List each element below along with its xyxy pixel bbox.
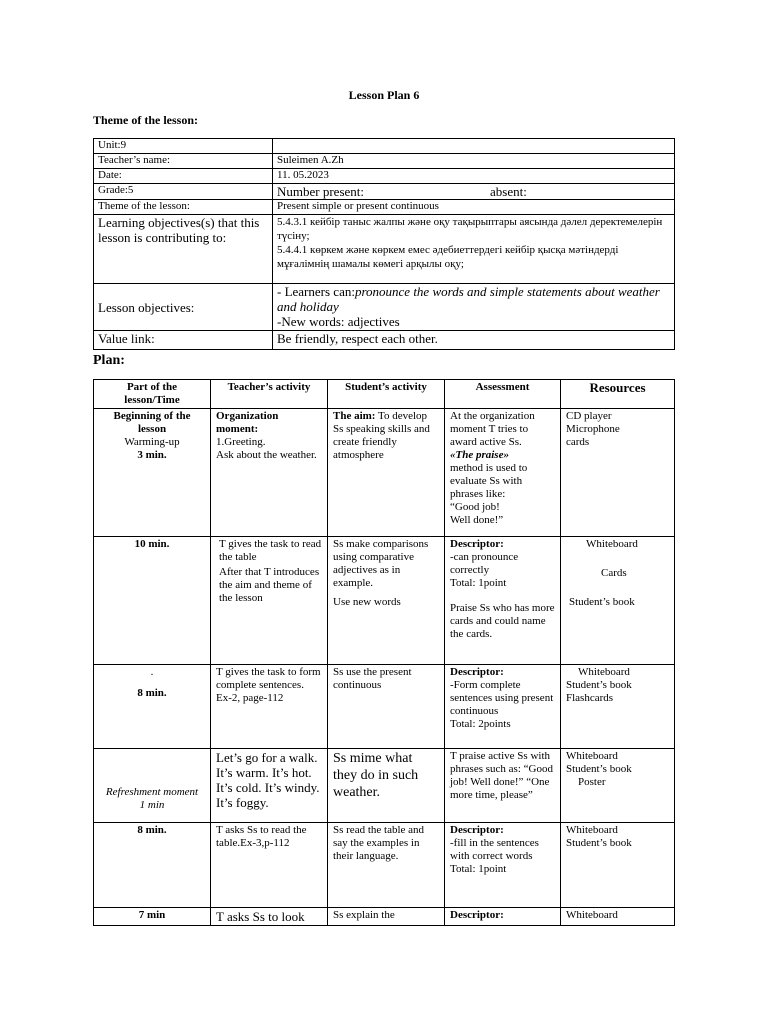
- info-row-grade: [94, 184, 675, 200]
- row2-res-3: Student’s book: [569, 596, 635, 608]
- row1-res-3: cards: [566, 436, 590, 448]
- row1-teacher-1: 1.Greeting.: [216, 436, 266, 448]
- teacher-label: Teacher’s name:: [94, 154, 273, 169]
- row2-assess-bold: Descriptor:: [450, 538, 504, 550]
- row3-assess-1: -Form complete sentences using present continuous: [450, 679, 554, 717]
- theme-value: Present simple or present continuous: [273, 200, 675, 215]
- info-row-teacher: [94, 154, 675, 169]
- row1-part-title: Beginning of the lesson: [113, 410, 191, 435]
- row4-refresh-time: 1 min: [139, 799, 165, 811]
- row4-teacher: Let’s go for a walk. It’s warm. It’s hot. It’s cold. It’s windy. It’s foggy.: [211, 749, 328, 823]
- row3-time: 8 min.: [137, 687, 167, 699]
- row2-student-1: Ss make comparisons using comparative adjectives as in example.: [333, 538, 429, 589]
- info-row-objectives: [94, 215, 675, 284]
- row2-teacher: [211, 537, 328, 665]
- row2-part: [94, 537, 211, 665]
- lesson-info-table: [93, 138, 675, 350]
- plan-row-3: [94, 665, 675, 749]
- absent-label: absent:: [490, 184, 527, 199]
- row6-resources: Whiteboard: [561, 908, 675, 926]
- row1-assess-bi: «The praise»: [450, 449, 509, 461]
- plan-header-row: [94, 380, 675, 409]
- row4-assessment: T praise active Ss with phrases such as: “Good job! Well done!” “One more time, please”: [445, 749, 561, 823]
- theme-heading: Theme of the lesson:: [93, 113, 198, 127]
- row5-res-2: Student’s book: [566, 837, 632, 849]
- plan-table: [93, 379, 675, 926]
- row3-assessment: [445, 665, 561, 749]
- row2-teacher-1: T gives the task to read the table: [219, 538, 322, 563]
- header-teacher: Teacher’s activity: [211, 380, 328, 409]
- row2-teacher-2: After that T introduces the aim and theme of the lesson: [219, 566, 320, 604]
- page-title: Lesson Plan 6: [348, 88, 420, 102]
- row1-assess-1: At the organization moment T tries to award active Ss.: [450, 410, 535, 448]
- lesson-objectives-value: [273, 284, 675, 331]
- info-row-date: [94, 169, 675, 184]
- row3-res-1: Whiteboard: [578, 666, 630, 678]
- plan-row-6: [94, 908, 675, 926]
- row3-assess-2: Total: 2points: [450, 718, 511, 730]
- row4-refresh: Refreshment moment: [105, 786, 199, 798]
- row1-assess-2: method is used to evaluate Ss with phrases like:: [450, 462, 528, 500]
- row1-student-text: To develop Ss speaking skills and create friendly atmosphere: [333, 410, 430, 461]
- attendance-cell: [273, 184, 675, 200]
- row5-assess-2: Total: 1point: [450, 863, 507, 875]
- row4-student: Ss mime what they do in such weather.: [328, 749, 445, 823]
- grade-label: Grade:5: [94, 184, 273, 200]
- objectives-label: Learning objectives(s) that this lesson is contributing to:: [94, 215, 273, 284]
- row3-res-2: Student’s book: [566, 679, 632, 691]
- row1-student-bold: The aim:: [333, 410, 376, 422]
- row3-res-3: Flashcards: [566, 692, 614, 704]
- info-row-theme: [94, 200, 675, 215]
- teacher-value: Suleimen A.Zh: [273, 154, 675, 169]
- row2-assess-2: Total: 1point: [450, 577, 507, 589]
- objective-2: 5.4.4.1 көркем және көркем емес әдебиеттердегі кейбір қысқа мәтіндерді мұғалімнің шамалы көмегі арқылы оқу;: [277, 244, 619, 270]
- plan-row-1: [94, 409, 675, 537]
- lesson-objectives-label: Lesson objectives:: [94, 284, 273, 331]
- row5-time: 8 min.: [137, 824, 167, 836]
- row1-assess-3: “Good job!: [450, 501, 500, 513]
- row5-assess-1: -fill in the sentences with correct words: [450, 837, 539, 862]
- number-present-label: Number present:: [277, 184, 365, 199]
- row4-res-3: Poster: [578, 776, 606, 788]
- objective-1: 5.4.3.1 кейбір таныс жалпы және оқу тақырыптары аясында дәлел деректемелерін түсіну;: [277, 216, 663, 242]
- row1-part-sub: Warming-up: [124, 436, 180, 448]
- row2-assess-3: Praise Ss who has more cards and could name the cards.: [450, 602, 555, 640]
- row1-part: [94, 409, 211, 537]
- row3-student: Ss use the present continuous: [328, 665, 445, 749]
- row6-part: [94, 908, 211, 926]
- row6-student: Ss explain the: [328, 908, 445, 926]
- date-value: 11. 05.2023: [273, 169, 675, 184]
- objectives-value: [273, 215, 675, 284]
- row1-assessment: [445, 409, 561, 537]
- row4-part: [94, 749, 211, 823]
- header-student: Student’s activity: [328, 380, 445, 409]
- row5-assess-bold: Descriptor:: [450, 824, 504, 836]
- row2-assess-1: -can pronounce correctly: [450, 551, 519, 576]
- row2-student: [328, 537, 445, 665]
- lesson-objectives-prefix: - Learners can:: [277, 284, 355, 299]
- plan-row-5: [94, 823, 675, 908]
- header-resources: Resources: [561, 380, 675, 409]
- row3-resources: [561, 665, 675, 749]
- row5-teacher: T asks Ss to read the table.Ex-3,p-112: [211, 823, 328, 908]
- info-row-unit: [94, 139, 675, 154]
- row1-teacher-2: Ask about the weather.: [216, 449, 317, 461]
- row6-teacher: T asks Ss to look: [211, 908, 328, 926]
- row1-teacher: [211, 409, 328, 537]
- info-row-value-link: [94, 331, 675, 350]
- row1-time: 3 min.: [137, 449, 167, 461]
- row4-res-2: Student’s book: [566, 763, 632, 775]
- row5-res-1: Whiteboard: [566, 824, 618, 836]
- row1-student: [328, 409, 445, 537]
- new-words: -New words: adjectives: [277, 314, 400, 329]
- theme-label: Theme of the lesson:: [94, 200, 273, 215]
- header-assessment: Assessment: [445, 380, 561, 409]
- header-part: Part of the lesson/Time: [94, 380, 211, 409]
- info-row-lesson-objectives: [94, 284, 675, 331]
- row1-resources: [561, 409, 675, 537]
- row2-assessment: [445, 537, 561, 665]
- row1-res-1: CD player: [566, 410, 612, 422]
- row3-teacher: T gives the task to form complete sentences. Ex-2, page-112: [211, 665, 328, 749]
- row2-time: 10 min.: [134, 538, 170, 550]
- lesson-objectives-italic: pronounce the words and simple statements about weather and holiday: [277, 284, 660, 314]
- row5-student: Ss read the table and say the examples in their language.: [328, 823, 445, 908]
- date-label: Date:: [94, 169, 273, 184]
- row3-part: [94, 665, 211, 749]
- row3-dot: .: [150, 666, 154, 678]
- value-link-text: Be friendly, respect each other.: [273, 331, 675, 350]
- plan-heading: Plan:: [93, 353, 125, 368]
- row5-assessment: [445, 823, 561, 908]
- row5-part: [94, 823, 211, 908]
- row2-resources: [561, 537, 675, 665]
- row2-res-1: Whiteboard: [586, 538, 638, 550]
- row5-resources: [561, 823, 675, 908]
- value-link-label: Value link:: [94, 331, 273, 350]
- row1-res-2: Microphone: [566, 423, 620, 435]
- row4-res-1: Whiteboard: [566, 750, 618, 762]
- row2-res-2: Cards: [601, 567, 627, 579]
- row6-time: 7 min: [138, 909, 166, 921]
- row6-assessment: Descriptor:: [445, 908, 561, 926]
- row1-assess-4: Well done!”: [450, 514, 504, 526]
- plan-row-4: [94, 749, 675, 823]
- row2-student-2: Use new words: [333, 596, 401, 608]
- unit-value-cell: [273, 139, 675, 154]
- row4-resources: [561, 749, 675, 823]
- row3-assess-bold: Descriptor:: [450, 666, 504, 678]
- unit-cell: Unit:9: [94, 139, 273, 154]
- row1-teacher-bold: Organization moment:: [216, 410, 279, 435]
- plan-row-2: [94, 537, 675, 665]
